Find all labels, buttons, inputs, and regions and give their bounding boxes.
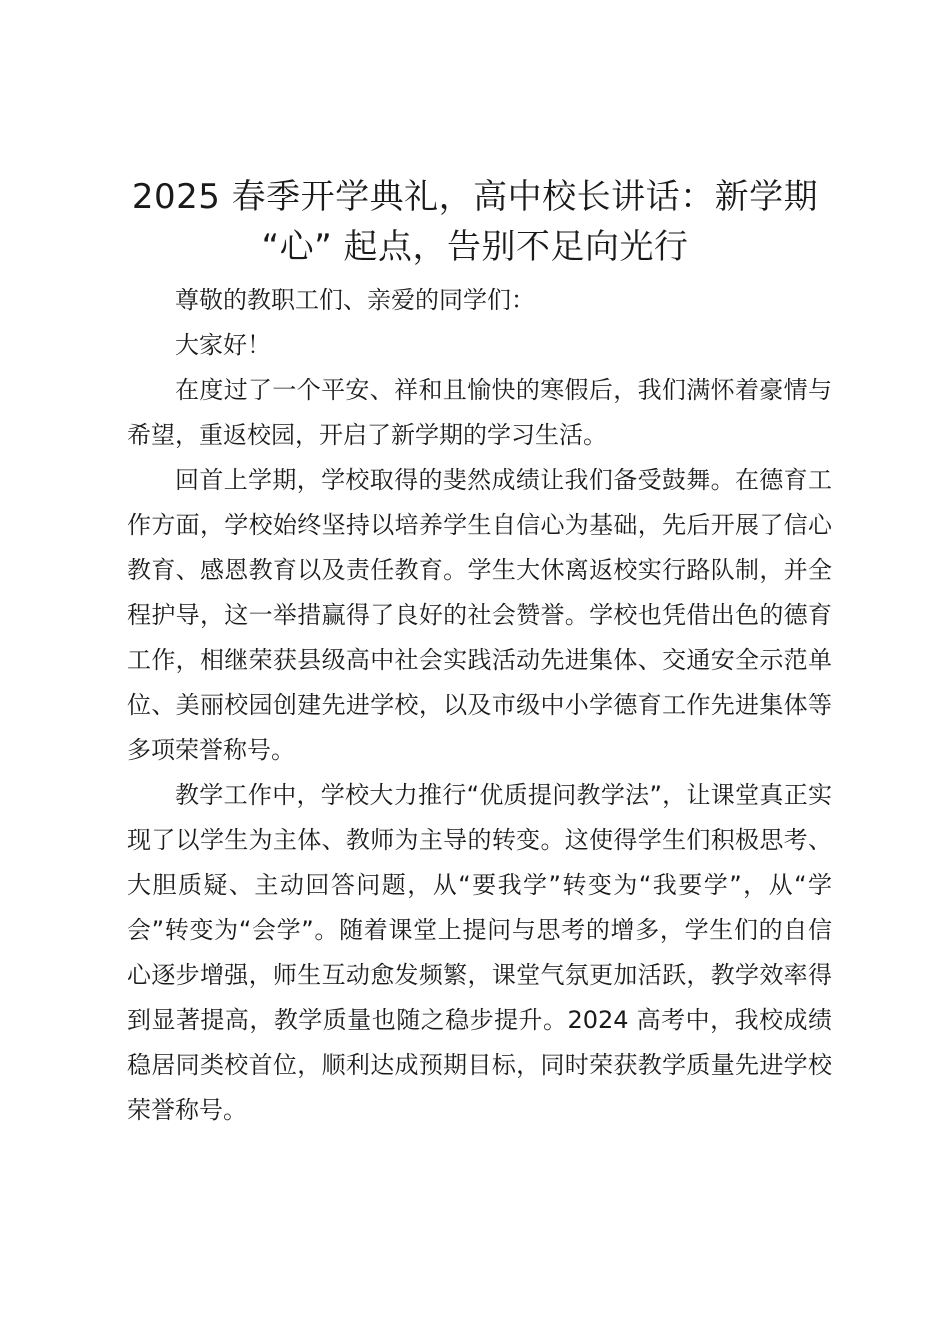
salutation: 尊敬的教职工们、亲爱的同学们： <box>175 286 535 314</box>
title-line-2: “心” 起点，告别不足向光行 <box>261 227 689 267</box>
paragraph-teaching-work: 教学工作中，学校大力推行“优质提问教学法”，让课堂真正实现了以学生为主体、教师为主导的转变。这使得学生们积极思考、大胆质疑、主动回答问题，从“要我学”转变为“我要学”，从“学会”转变为“会学”。随着课堂上提问与思考的增多，学生们的自信心逐步增强，师生互动愈发频繁，课堂气氛更加活跃，教学效率得到显著提高，教学质量也随之稳步提升。2024 高考中，我校成绩稳居同类校首位，顺利达成预期目标，同时荣获教学质量先进学校荣誉称号。 <box>127 781 832 1124</box>
title-line-1: 2025 春季开学典礼，高中校长讲话：新学期 <box>131 177 819 217</box>
greeting: 大家好！ <box>175 331 271 359</box>
document-title <box>100 172 850 272</box>
paragraph-opening: 在度过了一个平安、祥和且愉快的寒假后，我们满怀着豪情与希望，重返校园，开启了新学期的学习生活。 <box>127 376 832 449</box>
paragraph-moral-education: 回首上学期，学校取得的斐然成绩让我们备受鼓舞。在德育工作方面，学校始终坚持以培养学生自信心为基础，先后开展了信心教育、感恩教育以及责任教育。学生大休离返校实行路队制，并全程护导，这一举措赢得了良好的社会赞誉。学校也凭借出色的德育工作，相继荣获县级高中社会实践活动先进集体、交通安全示范单位、美丽校园创建先进学校，以及市级中小学德育工作先进集体等多项荣誉称号。 <box>127 466 832 764</box>
document-body <box>127 278 832 1133</box>
